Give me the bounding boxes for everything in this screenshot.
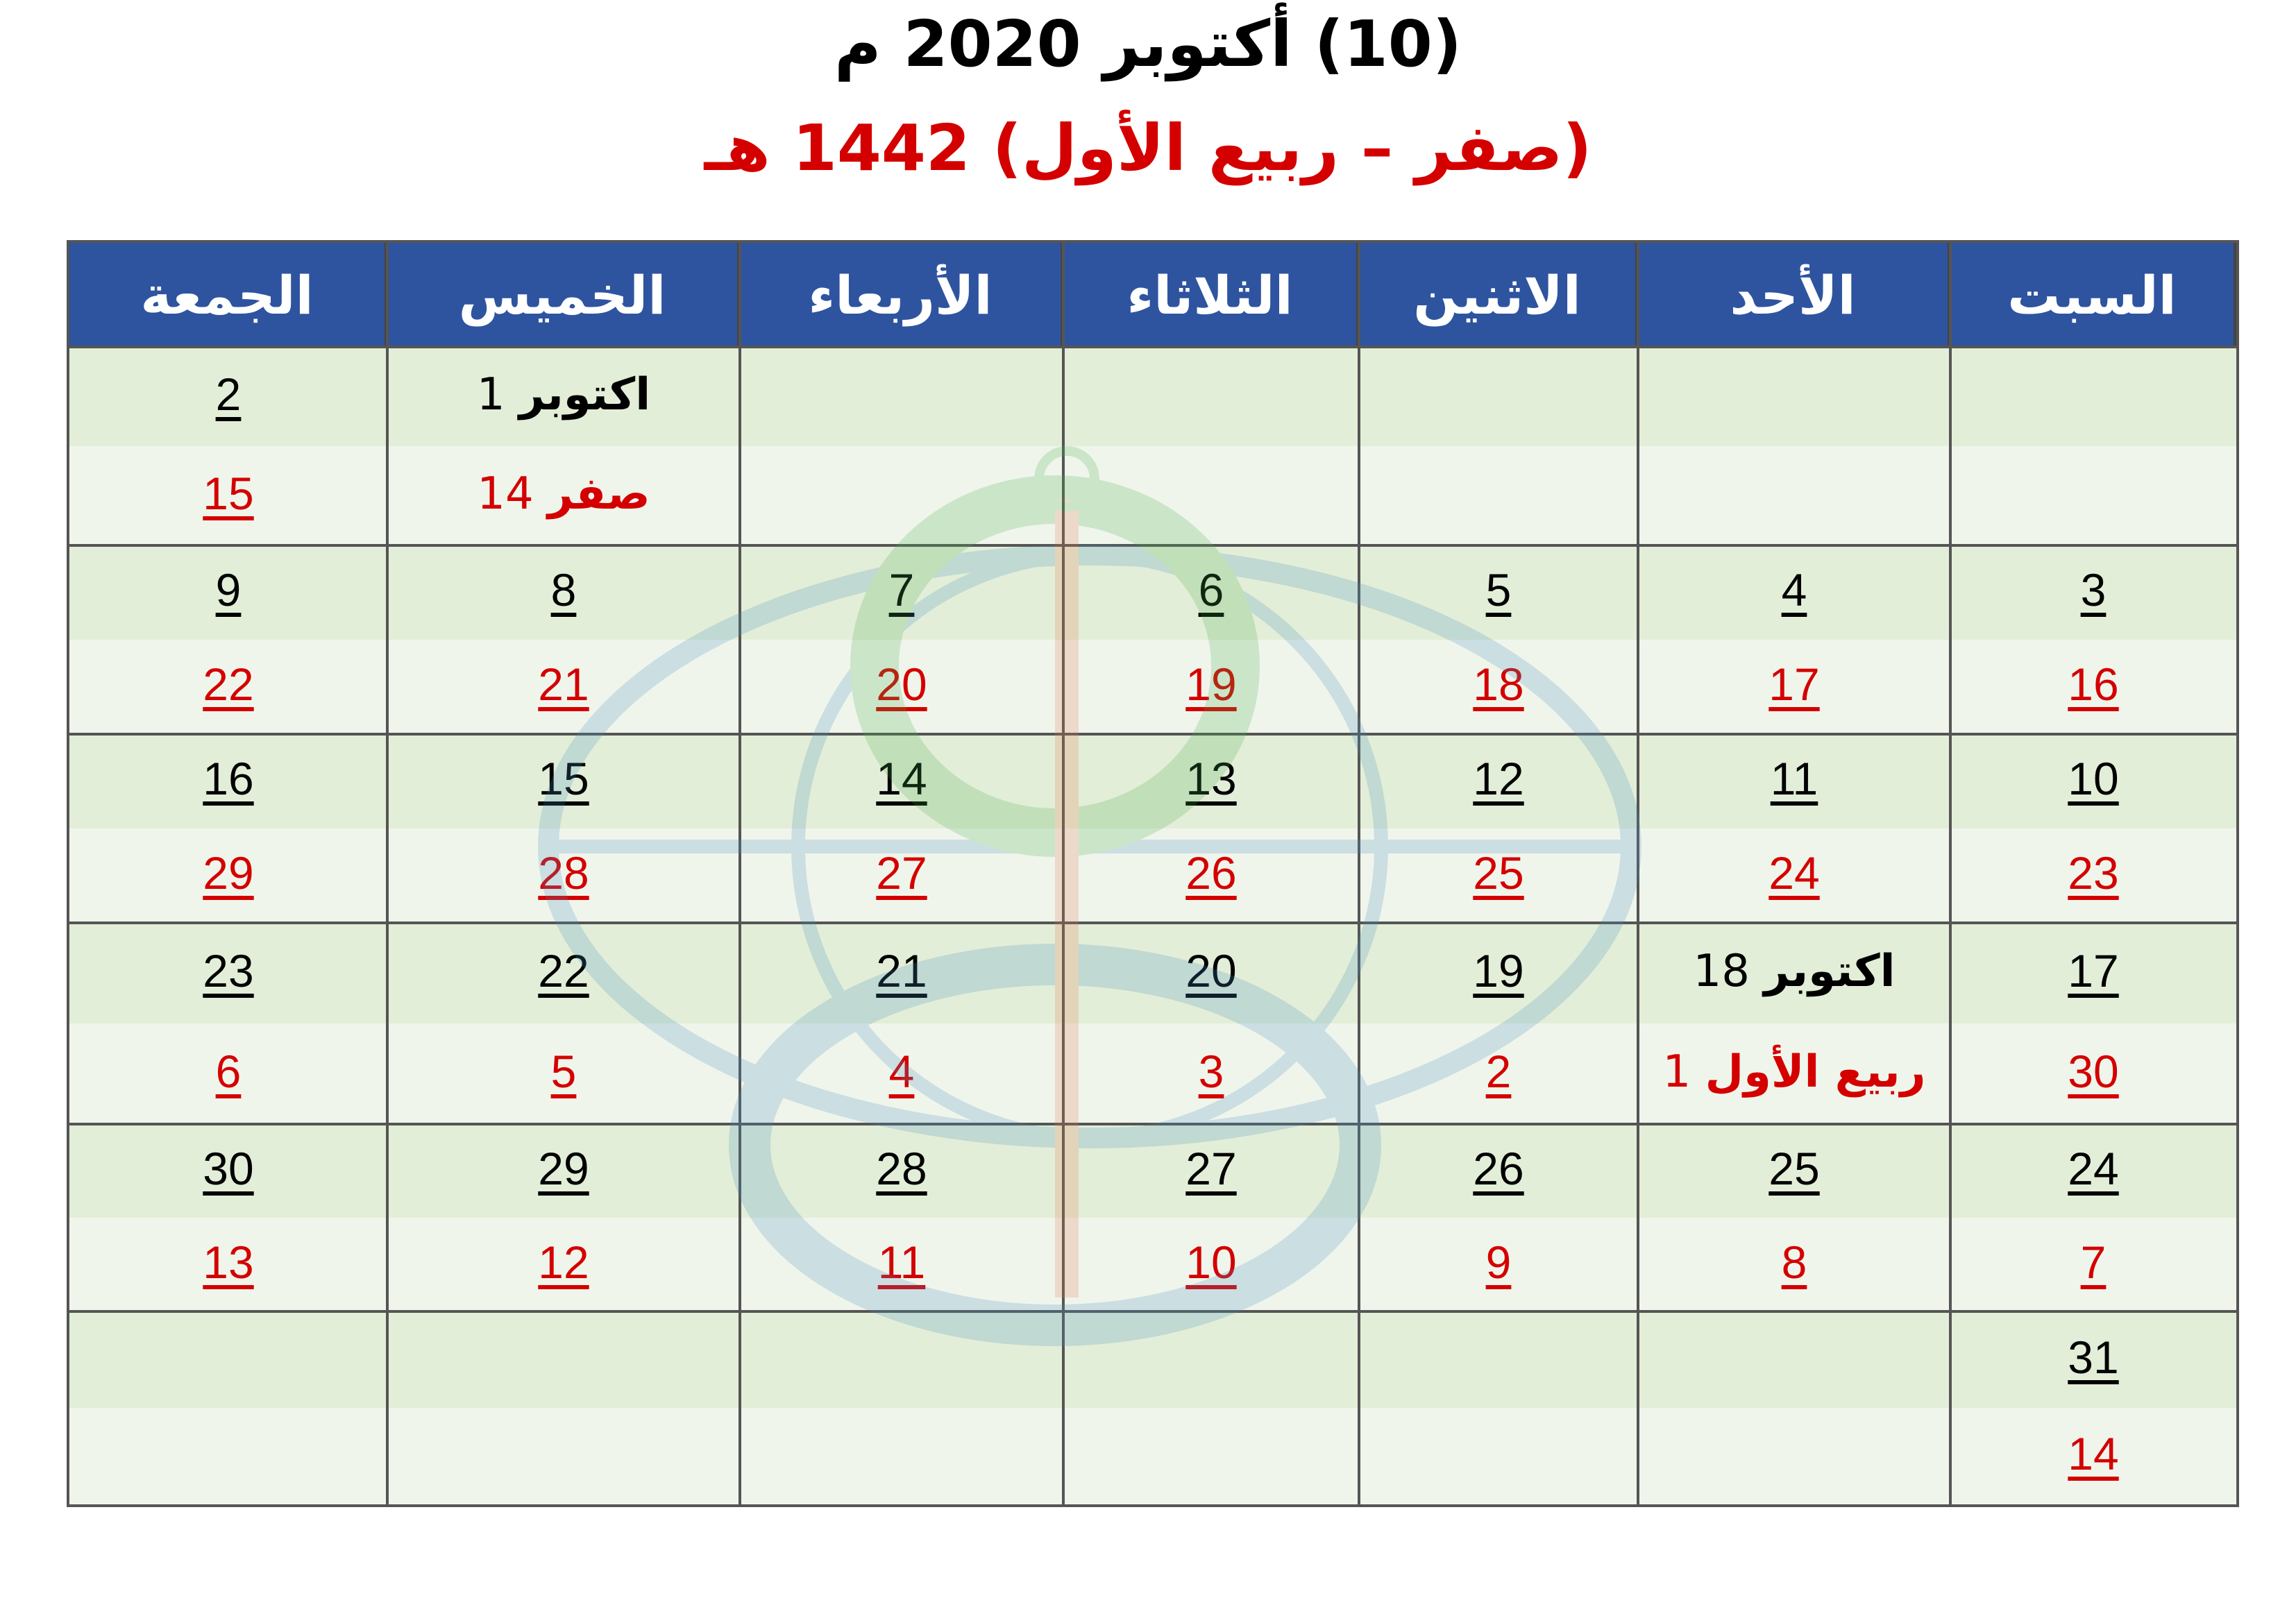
week-divider [69,733,2236,736]
day-header: السبت [1950,243,2236,347]
row-band-gregorian [69,1311,2236,1408]
gregorian-day-number: 1 [476,368,505,420]
hijri-month-name: ربيع الأول [1705,1046,1926,1098]
week-divider [69,346,2236,348]
gregorian-day-number: 5 [1485,564,1512,615]
hijri-day-number: 15 [203,467,254,519]
hijri-day-number: 2 [1485,1045,1512,1097]
day-header: الجمعة [69,243,387,347]
day-header: الأربعاء [740,243,1063,347]
hijri-day-number: 14 [2068,1427,2119,1479]
row-band-hijri [69,1408,2236,1504]
hijri-day-number: 27 [876,847,927,899]
gregorian-day-number: 26 [1473,1142,1524,1194]
hijri-day-number: 17 [1769,658,1820,710]
hijri-day-number: 12 [538,1236,589,1288]
gregorian-day-number: 22 [538,944,589,996]
hijri-day-number: 22 [203,658,254,710]
gregorian-month-title: (10) أكتوبر 2020 م [834,7,1462,81]
gregorian-day-number: 3 [2080,564,2107,615]
gregorian-day-number: 14 [876,753,927,804]
hijri-day-number: 8 [1781,1236,1807,1288]
gregorian-day-number: 10 [2068,753,2119,804]
hijri-day-number: 4 [888,1045,915,1097]
hijri-day-number: 7 [2080,1236,2107,1288]
gregorian-day-number: 6 [1198,564,1224,615]
hijri-day-number: 24 [1769,847,1820,899]
gregorian-day-number: 23 [203,944,254,996]
hijri-month-title: (صفر – ربيع الأول) 1442 هـ [704,111,1592,185]
gregorian-day-number: 20 [1185,944,1237,996]
gregorian-month-name: اكتوبر [518,368,651,420]
gregorian-day-number: 8 [550,564,577,615]
hijri-day-number: 20 [876,658,927,710]
gregorian-day-number: 24 [2068,1142,2119,1194]
hijri-date-label [387,468,740,520]
gregorian-day-number: 2 [215,368,242,420]
hijri-day-number: 26 [1185,847,1237,899]
hijri-day-number: 3 [1198,1045,1224,1097]
gregorian-day-number: 16 [203,753,254,804]
day-header: الثلاثاء [1063,243,1359,347]
gregorian-day-number: 25 [1769,1142,1820,1194]
hijri-day-number: 25 [1473,847,1524,899]
calendar-grid [67,240,2239,1507]
hijri-day-number: 5 [550,1045,577,1097]
gregorian-day-number: 9 [215,564,242,615]
day-header: الأحد [1638,243,1950,347]
gregorian-day-number: 4 [1781,564,1807,615]
hijri-day-number: 19 [1185,658,1237,710]
day-header: الخميس [387,243,740,347]
gregorian-day-number: 27 [1185,1142,1237,1194]
gregorian-day-number: 29 [538,1142,589,1194]
gregorian-day-number: 31 [2068,1331,2119,1383]
gregorian-day-number: 18 [1693,945,1750,997]
hijri-day-number: 23 [2068,847,2119,899]
hijri-day-number: 18 [1473,658,1524,710]
week-divider [69,1310,2236,1313]
gregorian-day-number: 30 [203,1142,254,1194]
gregorian-day-number: 7 [888,564,915,615]
hijri-day-number: 14 [477,468,534,520]
gregorian-day-number: 11 [1770,753,1818,804]
week-divider [69,921,2236,924]
hijri-day-number: 11 [877,1236,926,1288]
hijri-day-number: 29 [203,847,254,899]
day-header: الاثنين [1359,243,1638,347]
hijri-day-number: 13 [203,1236,254,1288]
hijri-day-number: 6 [215,1045,242,1097]
hijri-day-number: 21 [538,658,589,710]
week-divider [69,1123,2236,1125]
gregorian-date-label [387,369,740,420]
hijri-date-label [1638,1046,1950,1098]
hijri-day-number: 1 [1662,1046,1691,1098]
gregorian-day-number: 21 [876,944,927,996]
gregorian-day-number: 15 [538,753,589,804]
gregorian-day-number: 13 [1185,753,1237,804]
gregorian-day-number: 19 [1473,944,1524,996]
gregorian-day-number: 17 [2068,944,2119,996]
gregorian-day-number: 12 [1473,753,1524,804]
hijri-day-number: 9 [1485,1236,1512,1288]
gregorian-month-name: اكتوبر [1764,945,1896,997]
hijri-day-number: 10 [1185,1236,1237,1288]
gregorian-day-number: 28 [876,1142,927,1194]
hijri-day-number: 28 [538,847,589,899]
gregorian-date-label [1638,946,1950,997]
week-divider [69,544,2236,547]
hijri-day-number: 16 [2068,658,2119,710]
hijri-month-name: صفر [548,468,650,520]
hijri-day-number: 30 [2068,1045,2119,1097]
